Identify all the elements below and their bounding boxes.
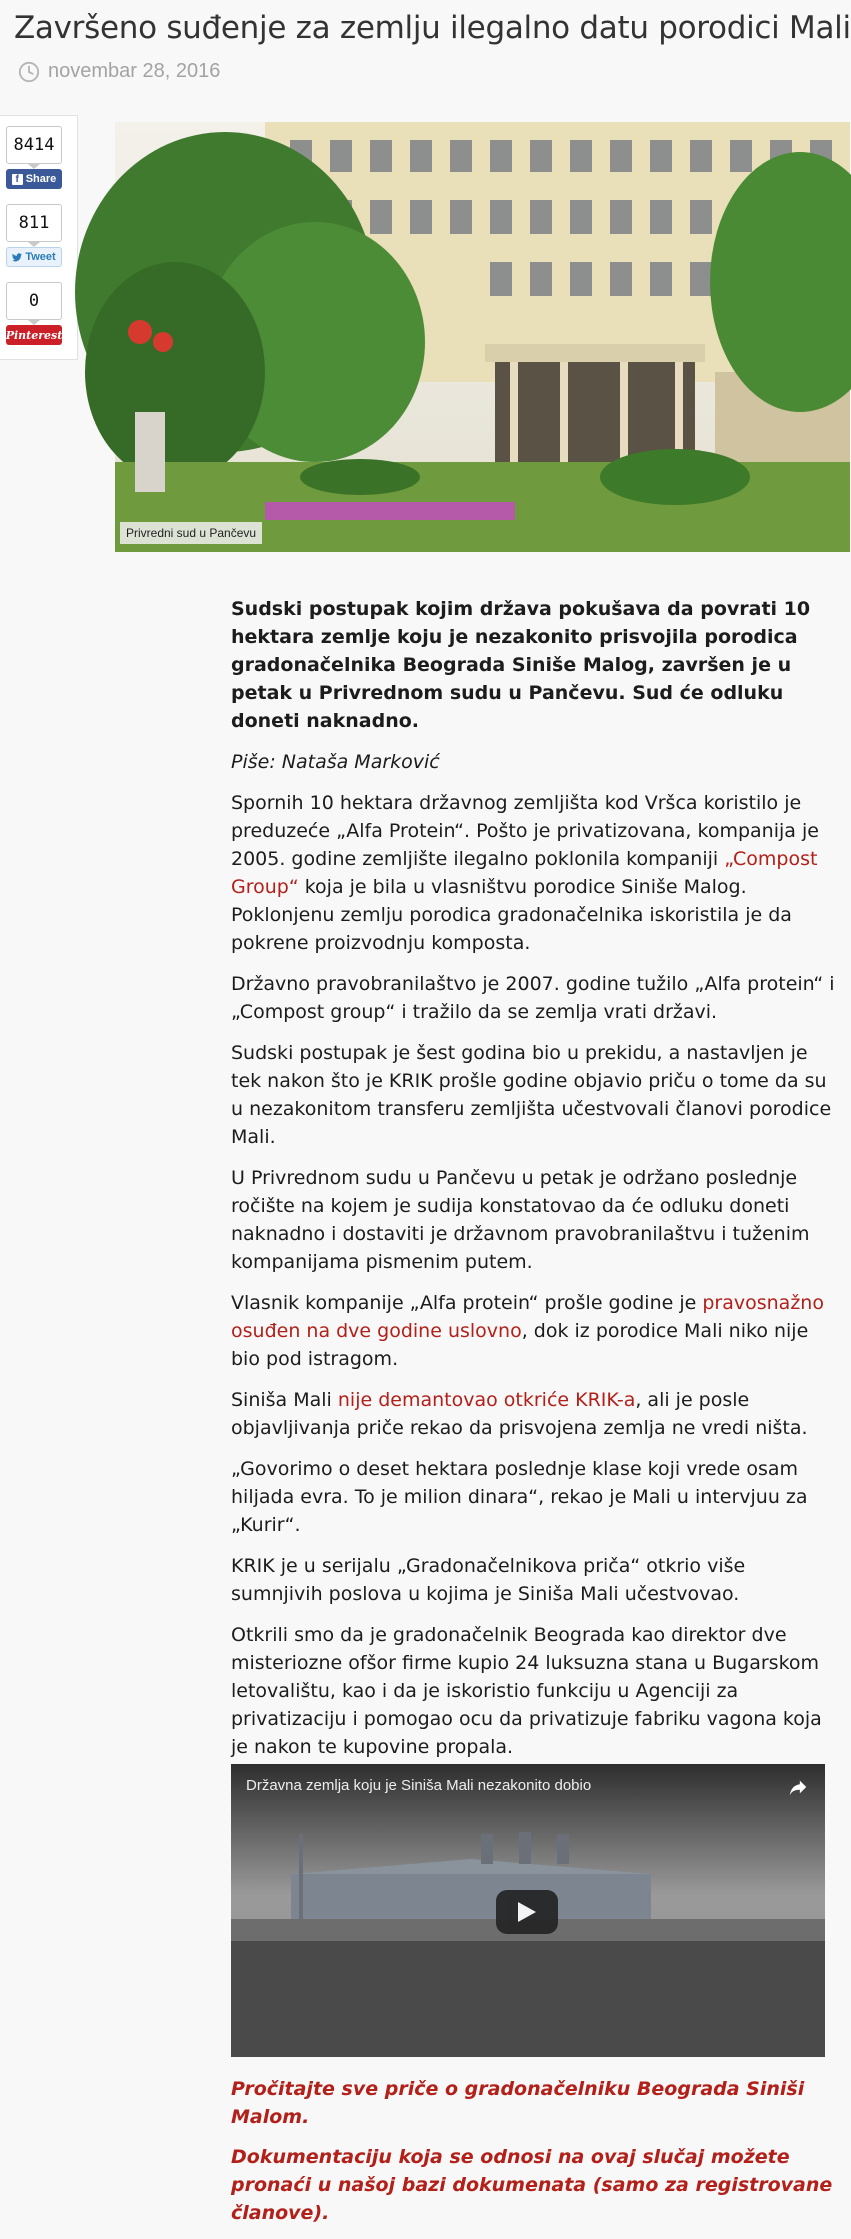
facebook-share-button[interactable] [6,169,62,189]
facebook-icon: f [12,174,23,185]
paragraph: Sudski postupak je šest godina bio u prekidu, a nastavljen je tek nakon što je KRIK prošle godine objavio priču o tome da su u nezakonitom transferu zemljišta učestvovali članovi porodice Mali. [231,1042,832,1148]
facebook-share [6,126,62,189]
paragraph: Otkrili smo da je gradonačelnik Beograda kao direktor dve misteriozne ofšor firme kupio 24 luksuzna stana u Bugarskom letovalištu, kao i da je iskoristio funkciju u Agenciji za privatizaciju i pomogao ocu da privatizuje fabriku vagona koja je nakon te kupovine propala. [231,1624,822,1758]
read-all-stories-link[interactable]: Pročitajte sve priče o gradonačelniku Beograda Siniši Malom. [231,2078,805,2128]
facebook-count: 8414 [6,126,62,164]
pinterest-count: 0 [6,282,62,320]
pinterest-pin-button[interactable]: Pinterest [6,325,62,345]
paragraph-text: Spornih 10 hektara državnog zemljišta kod Vršca koristilo je preduzeće „Alfa Protein“. Pošto je privatizovana, kompanija je 2005. godine zemljište ilegalno poklonila kompaniji [231,792,819,870]
facebook-share-label: Share [25,173,57,185]
documents-database-link[interactable]: Dokumentaciju koja se odnosi na ovaj slučaj možete pronaći u našoj bazi dokumenata (samo za registrovane članove). [231,2146,833,2224]
clock-icon [18,61,40,83]
paragraph-text: Vlasnik kompanije „Alfa protein“ prošle godine je [231,1292,703,1314]
paragraph-text: , dok iz porodice Mali niko nije bio pod istragom. [231,1320,809,1370]
paragraph-text: Siniša Mali [231,1389,338,1411]
paragraph [231,1289,835,1373]
twitter-count: 811 [6,204,62,242]
video-title[interactable]: Državna zemlja koju je Siniša Mali nezakonito dobio [246,1777,592,1794]
twitter-tweet-label: Tweet [25,251,56,263]
paragraph-text: koja je bila u vlasništvu porodice Siniše Malog. Poklonjenu zemlju porodica gradonačelnika iskoristila je da pokrene proizvodnju komposta. [231,876,792,954]
paragraph: U Privrednom sudu u Pančevu u petak je održano poslednje ročište na kojem je sudija konstatovao da će odluku doneti naknadno i dostaviti je državnom pravobranilaštvu i tuženim kompanijama pismenim putem. [231,1167,810,1273]
play-button[interactable] [496,1890,558,1934]
not-denied-link[interactable]: nije demantovao otkriće KRIK-a [337,1389,636,1411]
paragraph-text: , ali je posle objavljivanja priče rekao da prisvojena zemlja ne vredi ništa. [231,1389,808,1439]
conviction-link[interactable]: pravosnažno osuđen na dve godine uslovno [231,1292,824,1342]
paragraph [231,789,835,957]
article-meta [18,60,220,83]
article-date: novembar 28, 2016 [48,60,221,82]
paragraph: „Govorimo o deset hektara poslednje klase koji vrede osam hiljada evra. To je milion dinara“, rekao je Mali u intervjuu za „Kurir“. [231,1458,808,1536]
twitter-tweet-button[interactable] [6,247,62,267]
video-player[interactable] [231,1764,825,2057]
court-building-illustration [115,122,850,552]
photo-caption: Privredni sud u Pančevu [120,522,262,544]
twitter-bird-icon [12,253,22,262]
share-sidebar [0,115,78,360]
paragraph: KRIK je u serijalu „Gradonačelnikova priča“ otkrio više sumnjivih poslova u kojima je Siniša Mali učestvovao. [231,1555,746,1605]
article-author: Piše: Nataša Marković [231,751,440,773]
article-photo [115,122,850,552]
article-body [231,595,835,2239]
pinterest-share [6,282,62,345]
paragraph: Državno pravobranilaštvo je 2007. godine tužilo „Alfa protein“ i „Compost group“ i tražilo da se zemlja vrati državi. [231,973,835,1023]
article-title: Završeno suđenje za zemlju ilegalno datu porodici Mali [14,10,851,46]
compost-group-link[interactable]: „Compost Group“ [231,848,818,898]
twitter-share [6,204,62,267]
paragraph [231,1386,835,1442]
article-lead: Sudski postupak kojim država pokušava da povrati 10 hektara zemlje koju je nezakonito prisvojila porodica gradonačelnika Beograda Siniše Malog, završen je u petak u Privrednom sudu u Pančevu. Sud će odluku doneti naknadno. [231,598,811,732]
share-icon[interactable] [787,1776,809,1798]
play-icon [518,1902,536,1922]
